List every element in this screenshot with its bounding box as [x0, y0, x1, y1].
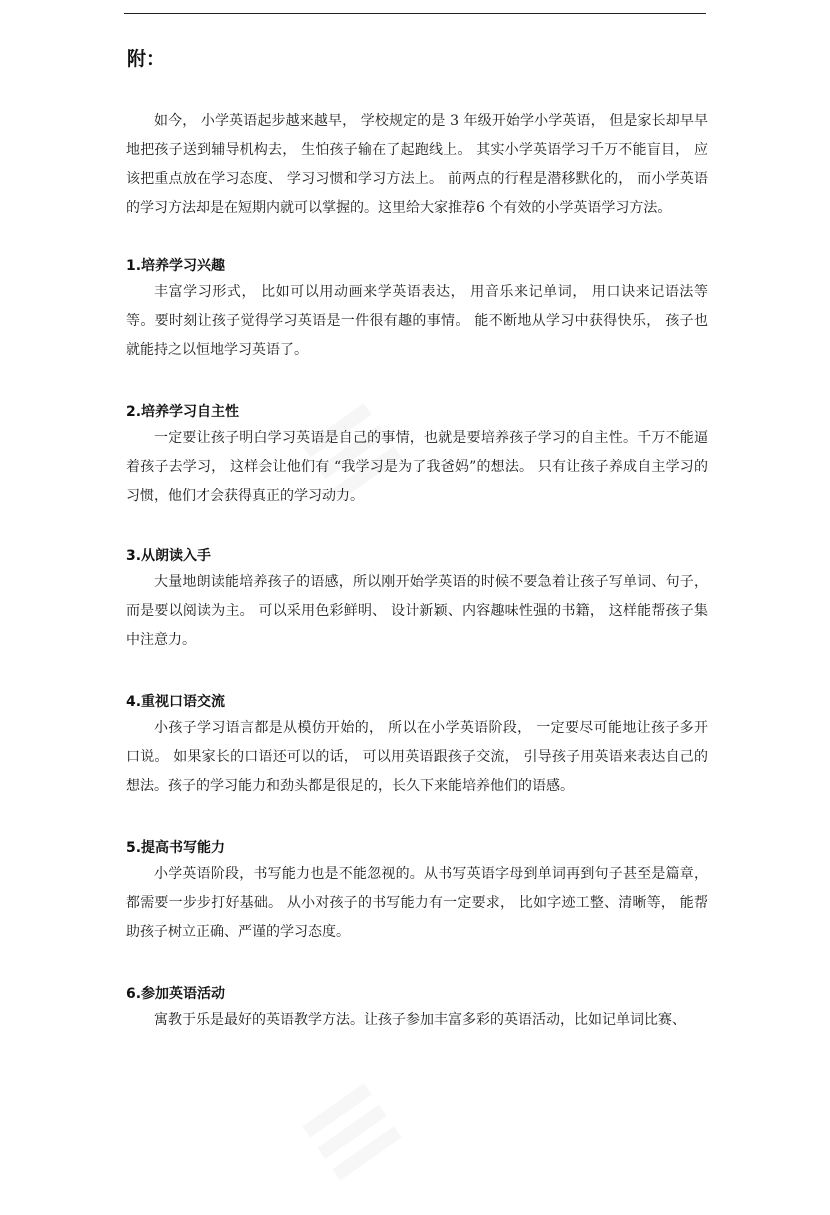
section-heading: 3.从朗读入手: [126, 548, 212, 564]
section-heading: 6.参加英语活动: [126, 986, 226, 1002]
section-heading: 5.提高书写能力: [126, 840, 226, 856]
appendix-title: 附：: [127, 48, 166, 70]
section-heading: 4.重视口语交流: [126, 694, 226, 710]
section-speaking: [126, 690, 708, 801]
section-body: 大量地朗读能培养孩子的语感，所以刚开始学英语的时候不要急着让孩子写单词、句子，而是要以阅读为主。 可以采用色彩鲜明、 设计新颖、内容趣味性强的书籍， 这样能帮孩子集中注意力。: [126, 574, 708, 648]
section-activities: [126, 982, 708, 1035]
section-autonomy: [126, 400, 708, 511]
section-reading: [126, 544, 708, 655]
section-body: 寓教于乐是最好的英语教学方法。让孩子参加丰富多彩的英语活动，比如记单词比赛、: [154, 1012, 686, 1028]
header-rule: [124, 13, 706, 14]
section-interest: [126, 254, 708, 365]
section-writing: [126, 836, 708, 947]
section-heading: 1.培养学习兴趣: [126, 258, 226, 274]
section-body: 小学英语阶段，书写能力也是不能忽视的。从书写英语字母到单词再到句子甚至是篇章，都需要一步步打好基础。 从小对孩子的书写能力有一定要求， 比如字迹工整、清晰等， 能帮助孩子树立正确、严谨的学习态度。: [126, 866, 708, 940]
section-body: 丰富学习形式， 比如可以用动画来学英语表达， 用音乐来记单词， 用口诀来记语法等等。要时刻让孩子觉得学习英语是一件很有趣的事情。 能不断地从学习中获得快乐， 孩子也就能持之以恒地学习英语了。: [126, 284, 708, 358]
intro-paragraph: 如今， 小学英语起步越来越早， 学校规定的是 3 年级开始学小学英语， 但是家长却早早地把孩子送到辅导机构去， 生怕孩子输在了起跑线上。 其实小学英语学习千万不能盲目， 应该把重点放在学习态度、 学习习惯和学习方法上。 前两点的行程是潜移默化的， 而小学英语的学习方法却是在短期内就可以掌握的。这里给大家推荐6 个有效的小学英语学习方法。: [126, 113, 708, 216]
watermark-lower: [269, 1044, 431, 1215]
section-heading: 2.培养学习自主性: [126, 404, 240, 420]
section-body: 小孩子学习语言都是从模仿开始的， 所以在小学英语阶段， 一定要尽可能地让孩子多开口说。 如果家长的口语还可以的话， 可以用英语跟孩子交流， 引导孩子用英语来表达自己的想法。孩子的学习能力和劲头都是很足的，长久下来能培养他们的语感。: [126, 720, 708, 794]
section-body: 一定要让孩子明白学习英语是自己的事情，也就是要培养孩子学习的自主性。千万不能逼着孩子去学习， 这样会让他们有 “我学习是为了我爸妈”的想法。 只有让孩子养成自主学习的习惯，他们才会获得真正的学习动力。: [126, 430, 708, 504]
